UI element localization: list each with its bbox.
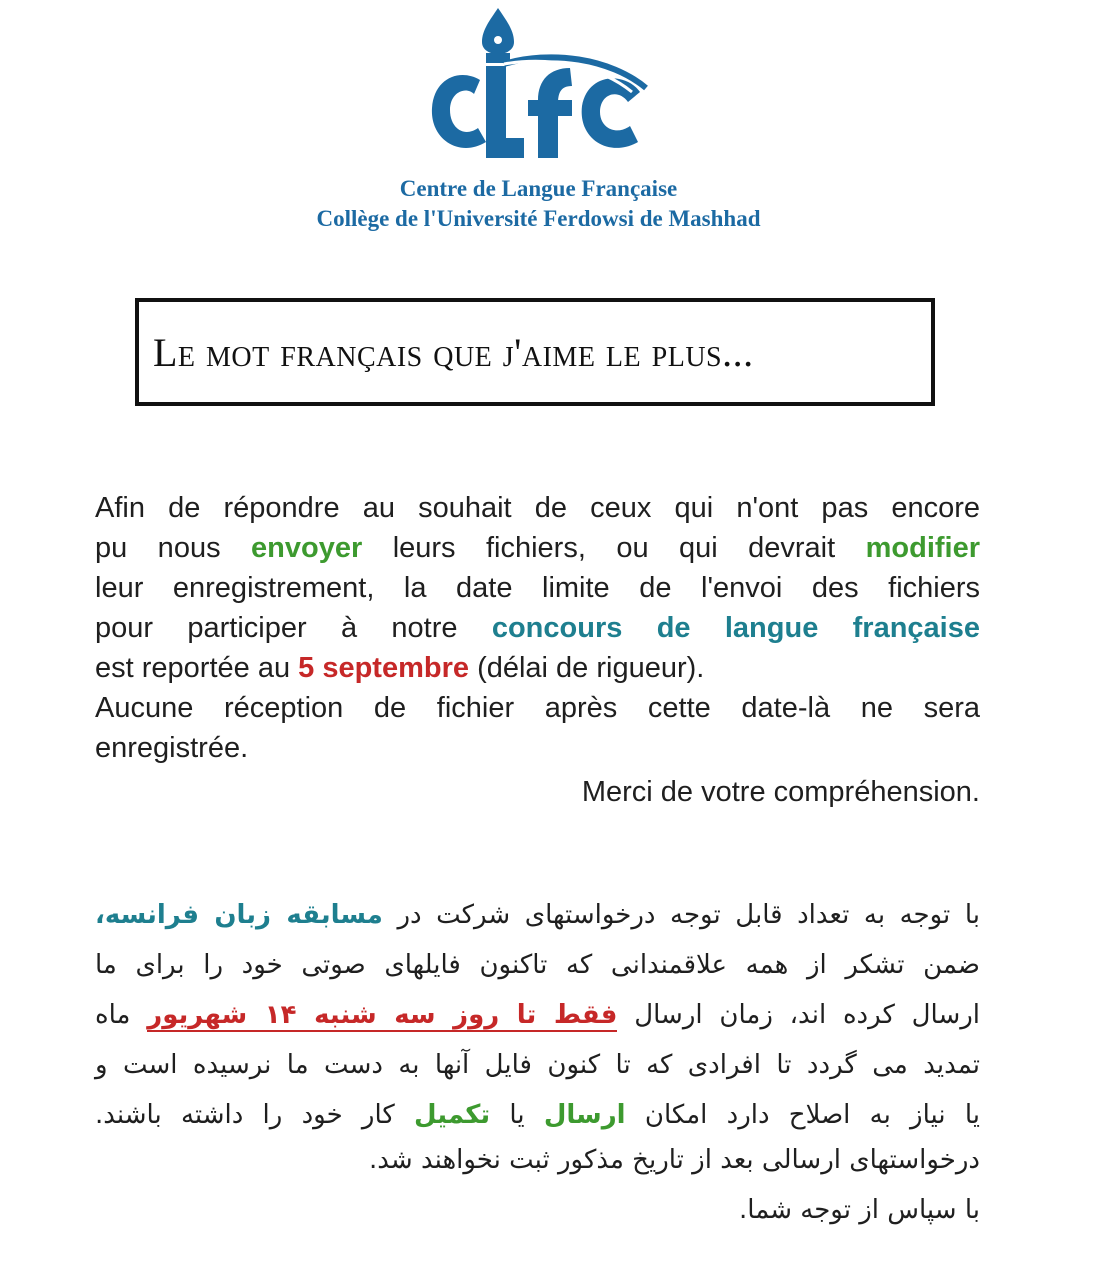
persian-keyword-complete: تکمیل — [414, 1100, 491, 1130]
org-name-line1: Centre de Langue Française — [399, 176, 678, 201]
persian-line: تمدید می گردد تا افرادی که تا کنون فایل آنها به دست ما نرسیده است و — [95, 1050, 980, 1080]
persian-text: با توجه به تعداد قابل توجه درخواستهای شرکت در — [397, 900, 981, 930]
french-line — [95, 648, 980, 688]
french-line: Aucune réception de fichier après cette date-là ne sera — [95, 692, 980, 724]
persian-line: درخواستهای ارسالی بعد از تاریخ مذکور ثبت نخواهند شد. — [368, 1145, 980, 1175]
persian-text: ماه — [95, 1000, 131, 1030]
french-line — [95, 528, 980, 568]
persian-thanks: با سپاس از توجه شما. — [739, 1195, 980, 1225]
french-line: Afin de répondre au souhait de ceux qui n'ont pas encore — [95, 492, 980, 524]
french-line — [95, 608, 980, 648]
french-line: leur enregistrement, la date limite de l'envoi des fichiers — [95, 572, 980, 604]
french-text: (délai de rigueur). — [477, 652, 705, 684]
french-thanks: Merci de votre compréhension. — [581, 776, 980, 808]
french-text: est reportée au — [95, 652, 291, 684]
persian-keyword-send: ارسال — [543, 1100, 626, 1130]
contest-name: concours de langue française — [491, 612, 980, 644]
persian-line — [95, 890, 980, 940]
title-box — [135, 298, 935, 406]
persian-deadline-date: فقط تا روز سه شنبه ۱۴ شهریور — [147, 1000, 618, 1030]
keyword-envoyer: envoyer — [251, 532, 363, 564]
persian-line: ضمن تشکر از همه علاقمندانی که تاکنون فایلهای صوتی خود را برای ما — [95, 950, 980, 980]
french-text: pour participer à notre — [95, 612, 458, 644]
french-line: enregistrée. — [95, 732, 249, 764]
keyword-modifier: modifier — [865, 532, 981, 564]
persian-contest-name: مسابقه زبان فرانسه، — [95, 900, 383, 930]
persian-line — [95, 1090, 980, 1140]
org-name-line2: Collège de l'Université Ferdowsi de Mashhad — [316, 206, 761, 231]
fountain-pen-logo-icon — [420, 8, 650, 173]
french-text: pu nous — [95, 532, 221, 564]
persian-text: یا نیاز به اصلاح دارد امکان — [644, 1100, 981, 1130]
french-text: leurs fichiers, ou qui devrait — [392, 532, 836, 564]
persian-text: ارسال کرده اند، زمان ارسال — [634, 1000, 981, 1030]
persian-line — [95, 990, 980, 1040]
persian-text: کار خود را داشته باشند. — [95, 1100, 395, 1130]
page-title: Le mot français que j'aime le plus... — [153, 330, 754, 375]
persian-text: یا — [509, 1100, 525, 1130]
deadline-date: 5 septembre — [298, 652, 469, 684]
clfc-logo — [420, 8, 650, 173]
